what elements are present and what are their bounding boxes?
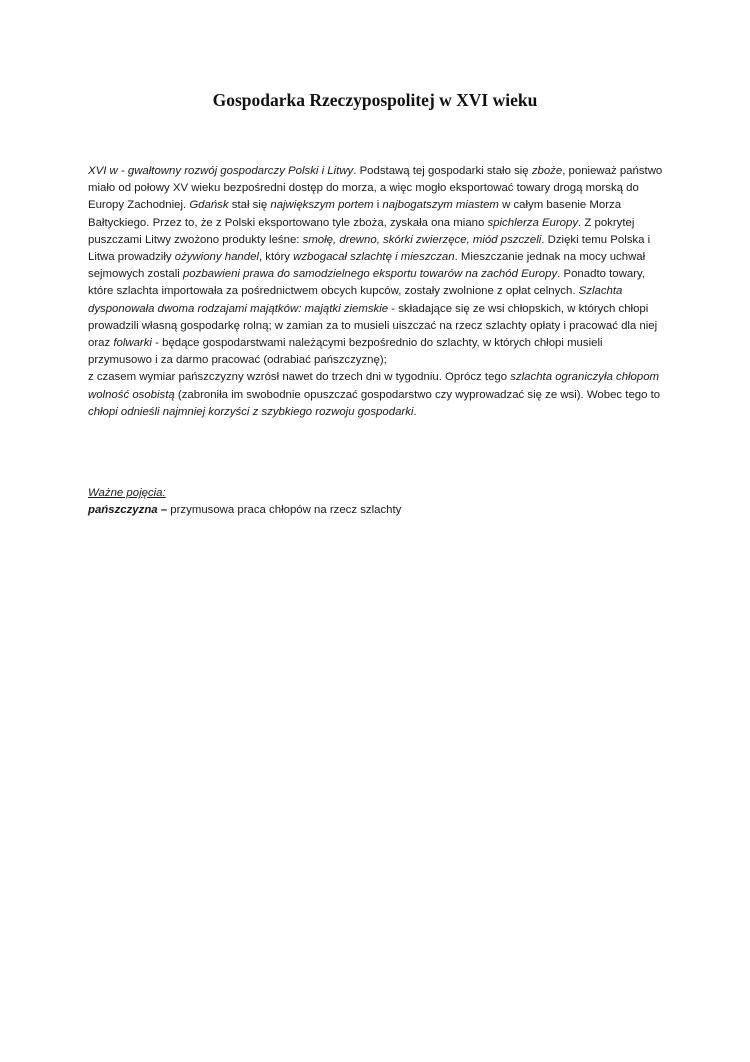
emphasized-text: smołę, drewno, skórki zwierzęce, miód pszczeli [302, 233, 542, 246]
text-run: w całym basenie Morza Bałtyckiego. Przez to, że z Polski eksportowano tyle zboża, zyskała ona miano [88, 199, 622, 229]
emphasized-text: ożywiony handel [174, 251, 259, 264]
text-run: stał się [228, 199, 271, 212]
text-run: - składające się ze wsi chłopskich, w których chłopi prowadzili własną gospodarkę rolną; w zamian za to musieli uiszczać na rzecz szlachty opłaty i pracować dla niej oraz [88, 302, 658, 350]
text-run: . Mieszczanie jednak na mocy uchwał sejmowych zostali [88, 251, 646, 281]
emphasized-text: szlachta ograniczyła chłopom wolność osobistą [88, 371, 660, 401]
key-terms-list [88, 502, 668, 519]
text-run: . Podstawą tej gospodarki stało się [353, 165, 532, 177]
text-run: , ponieważ państwo miało od połowy XV wieku bezpośredni dostęp do morza, a więc mogło eksportować towary drogą morską do Europy Zachodniej. [88, 165, 663, 212]
text-run: , który [258, 251, 294, 264]
paragraph-2 [88, 369, 668, 421]
text-run: i [373, 199, 383, 212]
text-run: z czasem wymiar pańszczyzny wzrósł nawet do trzech dni w tygodniu. Oprócz tego [88, 371, 511, 384]
emphasized-text: najbogatszym miastem [382, 199, 499, 212]
text-run: - będące gospodarstwami należącymi bezpośrednio do szlachty, w których chłopi musieli przymusowo i za darmo pracować (odrabiać pańszczyznę); [88, 337, 603, 367]
key-terms-heading: Ważne pojęcia: [88, 487, 166, 499]
emphasized-text: folwarki [113, 337, 152, 350]
text-run: . [413, 405, 417, 418]
text-run: . Ponadto towary, które szlachta importowała za pośrednictwem obcych kupców, zostały zwolnione z opłat celnych. [88, 268, 645, 298]
text-run: . Dzięki temu Polska i Litwa prowadziły [88, 233, 651, 264]
term-definition: przymusowa praca chłopów na rzecz szlachty [167, 504, 402, 517]
emphasized-text: chłopi odnieśli najmniej korzyści z szybkiego rozwoju gospodarki [88, 405, 414, 418]
emphasized-text: spichlerza Europy [487, 216, 579, 229]
emphasized-text: wzbogacał szlachtę i mieszczan [293, 251, 455, 264]
emphasized-text: Szlachta dysponowała dwoma rodzajami majątków: majątki ziemskie [88, 285, 623, 315]
emphasized-text: pozbawieni prawa do samodzielnego eksportu towarów na zachód Europy [182, 268, 558, 281]
text-run: (zabroniła im swobodnie opuszczać gospodarstwo czy wyprowadzać się ze wsi). Wobec tego to [174, 388, 661, 401]
term-name: pańszczyzna – [88, 504, 168, 517]
emphasized-text: XVI w - gwałtowny rozwój gospodarczy Polski i Litwy [88, 165, 354, 177]
document-title: Gospodarka Rzeczypospolitej w XVI wieku [212, 90, 538, 110]
key-terms-section [88, 485, 668, 519]
emphasized-text: Gdańsk [189, 199, 229, 212]
paragraph-1 [88, 163, 668, 369]
emphasized-text: zboże [531, 165, 563, 177]
body-text [88, 163, 668, 421]
term-entry [88, 502, 668, 519]
text-run: . Z pokrytej puszczami Litwy zwożono produkty leśne: [88, 216, 635, 246]
emphasized-text: największym portem [270, 199, 374, 212]
